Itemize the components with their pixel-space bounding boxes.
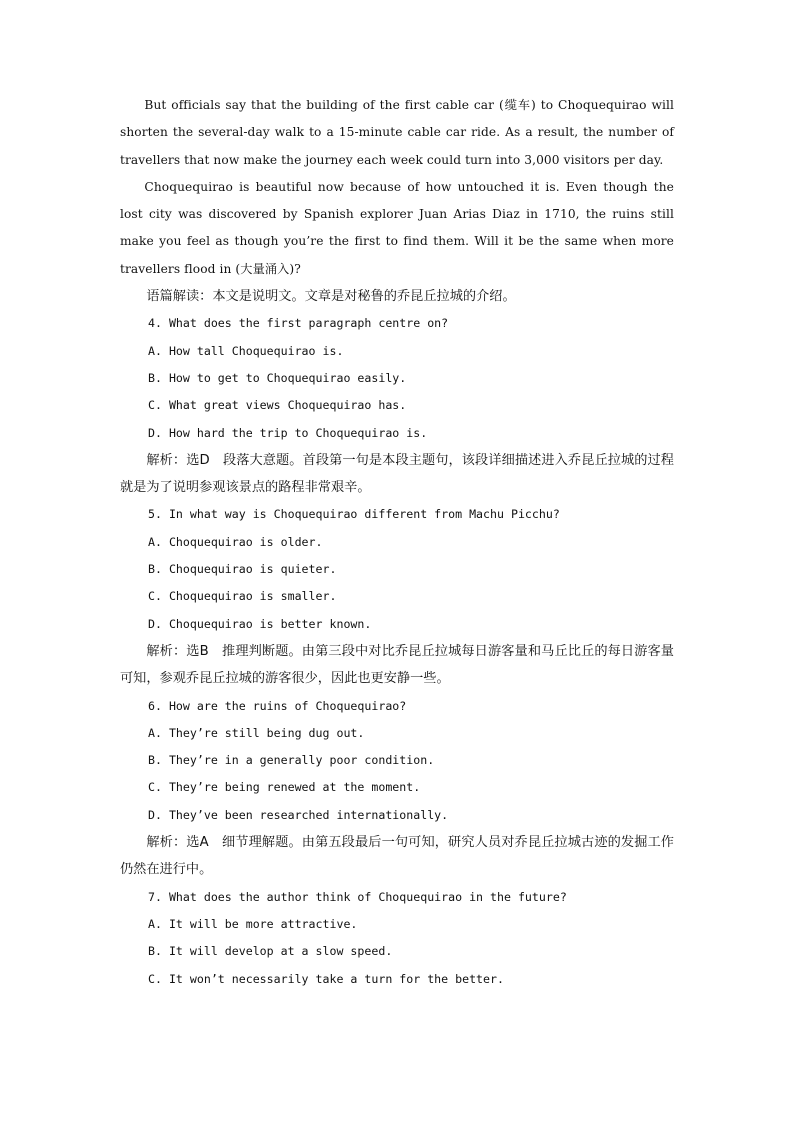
question-5-option-b: B. Choquequirao is quieter.	[148, 562, 337, 577]
question-4-stem: 4. What does the first paragraph centre on?	[148, 316, 449, 331]
question-6-option-c: C. They’re being renewed at the moment.	[148, 780, 421, 795]
question-4-option-a: A. How tall Choquequirao is.	[148, 343, 344, 358]
question-4-option-c: C. What great views Choquequirao has.	[148, 398, 407, 413]
question-4-option-b: B. How to get to Choquequirao easily.	[148, 370, 407, 385]
document-page	[120, 92, 674, 993]
question-7-stem: 7. What does the author think of Choquequirao in the future?	[148, 889, 567, 904]
question-6-stem: 6. How are the ruins of Choquequirao?	[148, 698, 407, 713]
question-5-option-c: C. Choquequirao is smaller.	[148, 589, 337, 604]
question-5-option-a: A. Choquequirao is older.	[148, 534, 323, 549]
passage-paragraph-2: Choquequirao is beautiful now because of how untouched it is. Even though the lost city was discovered by Spanish explorer Juan Arias Diaz in 1710, the ruins still make you feel as though you’re the first to find them. Will it be the same when more travellers flood in (大量涌入)?	[120, 179, 674, 276]
question-6-option-a: A. They’re still being dug out.	[148, 725, 365, 740]
question-4-option-d: D. How hard the trip to Choquequirao is.	[148, 425, 428, 440]
question-7-option-b: B. It will develop at a slow speed.	[148, 944, 393, 959]
question-7-option-a: A. It will be more attractive.	[148, 916, 358, 931]
passage-paragraph-1: But officials say that the building of the first cable car (缆车) to Choquequirao will shorten the several-day walk to a 15-minute cable car ride. As a result, the number of travellers that now make the journey each week could turn into 3,000 visitors per day.	[120, 98, 674, 167]
question-5-option-d: D. Choquequirao is better known.	[148, 616, 372, 631]
question-5-analysis: 解析：选B 推理判断题。由第三段中对比乔昆丘拉城每日游客量和马丘比丘的每日游客量可知，参观乔昆丘拉城的游客很少，因此也更安静一些。	[120, 643, 674, 687]
question-6-option-b: B. They’re in a generally poor condition.	[148, 753, 435, 768]
question-5-stem: 5. In what way is Choquequirao different from Machu Picchu?	[148, 507, 560, 522]
question-4-analysis: 解析：选D 段落大意题。首段第一句是本段主题句，该段详细描述进入乔昆丘拉城的过程就是为了说明参观该景点的路程非常艰辛。	[120, 452, 674, 496]
question-6-option-d: D. They’ve been researched internationally.	[148, 807, 449, 822]
question-7-option-c: C. It won’t necessarily take a turn for the better.	[148, 971, 504, 986]
question-6-analysis: 解析：选A 细节理解题。由第五段最后一句可知，研究人员对乔昆丘拉城古迹的发掘工作仍然在进行中。	[120, 835, 674, 878]
passage-summary: 语篇解读：本文是说明文。文章是对秘鲁的乔昆丘拉城的介绍。	[146, 289, 516, 305]
